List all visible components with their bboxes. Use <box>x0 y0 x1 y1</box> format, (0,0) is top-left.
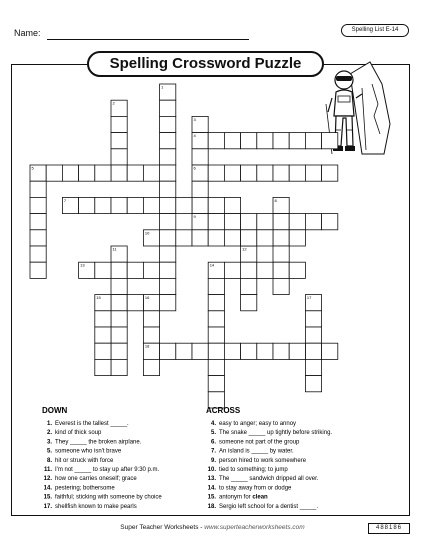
across-clue-text: antonym for clean <box>219 494 268 501</box>
across-clue-text: tied to something; to jump <box>219 467 288 473</box>
down-clue-number: 12. <box>43 476 52 483</box>
across-clue-text: The snake _____ up tightly before striking. <box>219 430 333 437</box>
across-clue-number: 7. <box>210 448 216 455</box>
cell-number: 7 <box>63 197 67 203</box>
down-clue-text: They _____ the broken airplane. <box>55 439 142 446</box>
down-clue-number: 2. <box>46 430 52 437</box>
footer <box>0 524 425 531</box>
cell-number: 9 <box>193 214 196 220</box>
down-clue-text: kind of thick soup <box>55 430 102 437</box>
across-clue-number: 13. <box>207 476 216 483</box>
footer-brand: Super Teacher Worksheets - <box>120 524 205 531</box>
down-clue-text: shellfish known to make pearls <box>55 503 137 510</box>
worksheet-code: 488186 <box>368 523 410 534</box>
down-heading: DOWN <box>42 406 68 415</box>
across-clue-number: 9. <box>210 457 216 464</box>
across-clue-text: Sergio left school for a dentist _____. <box>219 503 319 510</box>
cell-number: 5 <box>31 165 34 171</box>
across-clue-text: someone not part of the group <box>219 439 300 446</box>
across-clue-text: The _____ sandwich dripped all over. <box>219 476 319 483</box>
down-clue-text: hit or struck with force <box>55 457 114 464</box>
down-clue-text: I'm not _____ to stay up after 9:30 p.m. <box>55 467 160 473</box>
cell-number: 8 <box>274 197 277 203</box>
cell-number: 6 <box>193 165 196 171</box>
down-clue-text: pestering; bothersome <box>55 485 115 492</box>
across-clue-text: person hired to work somewhere <box>219 457 307 464</box>
down-clue-number: 11. <box>43 467 52 473</box>
down-clue-number: 1. <box>46 421 52 427</box>
cell-number: 1 <box>161 84 164 90</box>
cell-number: 3 <box>193 116 196 122</box>
down-clue-text: someone who isn't brave <box>55 448 122 455</box>
across-clue-number: 10. <box>207 467 216 473</box>
cell-number: 15 <box>96 295 101 301</box>
across-clue-bold-word: clean <box>250 494 268 501</box>
cell-number: 4 <box>193 133 196 139</box>
down-clue-number: 3. <box>46 439 52 446</box>
cell-number: 18 <box>144 343 150 349</box>
cell-number: 12 <box>242 246 247 252</box>
cell-number: 2 <box>112 100 115 106</box>
footer-url[interactable]: www.superteacherworksheets.com <box>204 524 305 531</box>
down-clue-text: Everest is the tallest _____. <box>55 421 129 427</box>
down-clue-number: 17. <box>43 503 52 510</box>
down-clue-number: 8. <box>46 457 52 464</box>
across-clue-number: 4. <box>210 421 216 427</box>
across-clue-number: 6. <box>210 439 216 446</box>
across-clue-text: An island is _____ by water. <box>219 448 294 455</box>
across-clue-text: to stay away from or dodge <box>219 485 292 492</box>
across-clue-number: 15. <box>207 494 216 501</box>
down-clue-number: 5. <box>46 448 52 455</box>
across-clue-number: 18. <box>207 503 216 510</box>
across-heading: ACROSS <box>206 406 241 415</box>
cell-number: 11 <box>112 246 117 252</box>
across-clue-number: 14. <box>207 485 216 492</box>
cell-number: 16 <box>144 295 150 301</box>
spelling-list-badge: Spelling List E-14 <box>341 24 409 37</box>
down-clue-number: 14. <box>43 485 52 492</box>
page-title: Spelling Crossword Puzzle <box>87 51 324 77</box>
cell-number: 10 <box>144 230 150 236</box>
across-clue-number: 5. <box>210 430 216 437</box>
across-clue-text: easy to anger; easy to annoy <box>219 421 297 427</box>
name-label: Name: <box>14 28 41 38</box>
down-clue-number: 15. <box>43 494 52 501</box>
cell-number: 13 <box>80 262 85 268</box>
cell-number: 14 <box>209 262 215 268</box>
cell-number: 17 <box>306 295 312 301</box>
down-clue-text: how one carries oneself; grace <box>55 476 137 483</box>
down-clue-text: faithful; sticking with someone by choice <box>55 494 162 501</box>
